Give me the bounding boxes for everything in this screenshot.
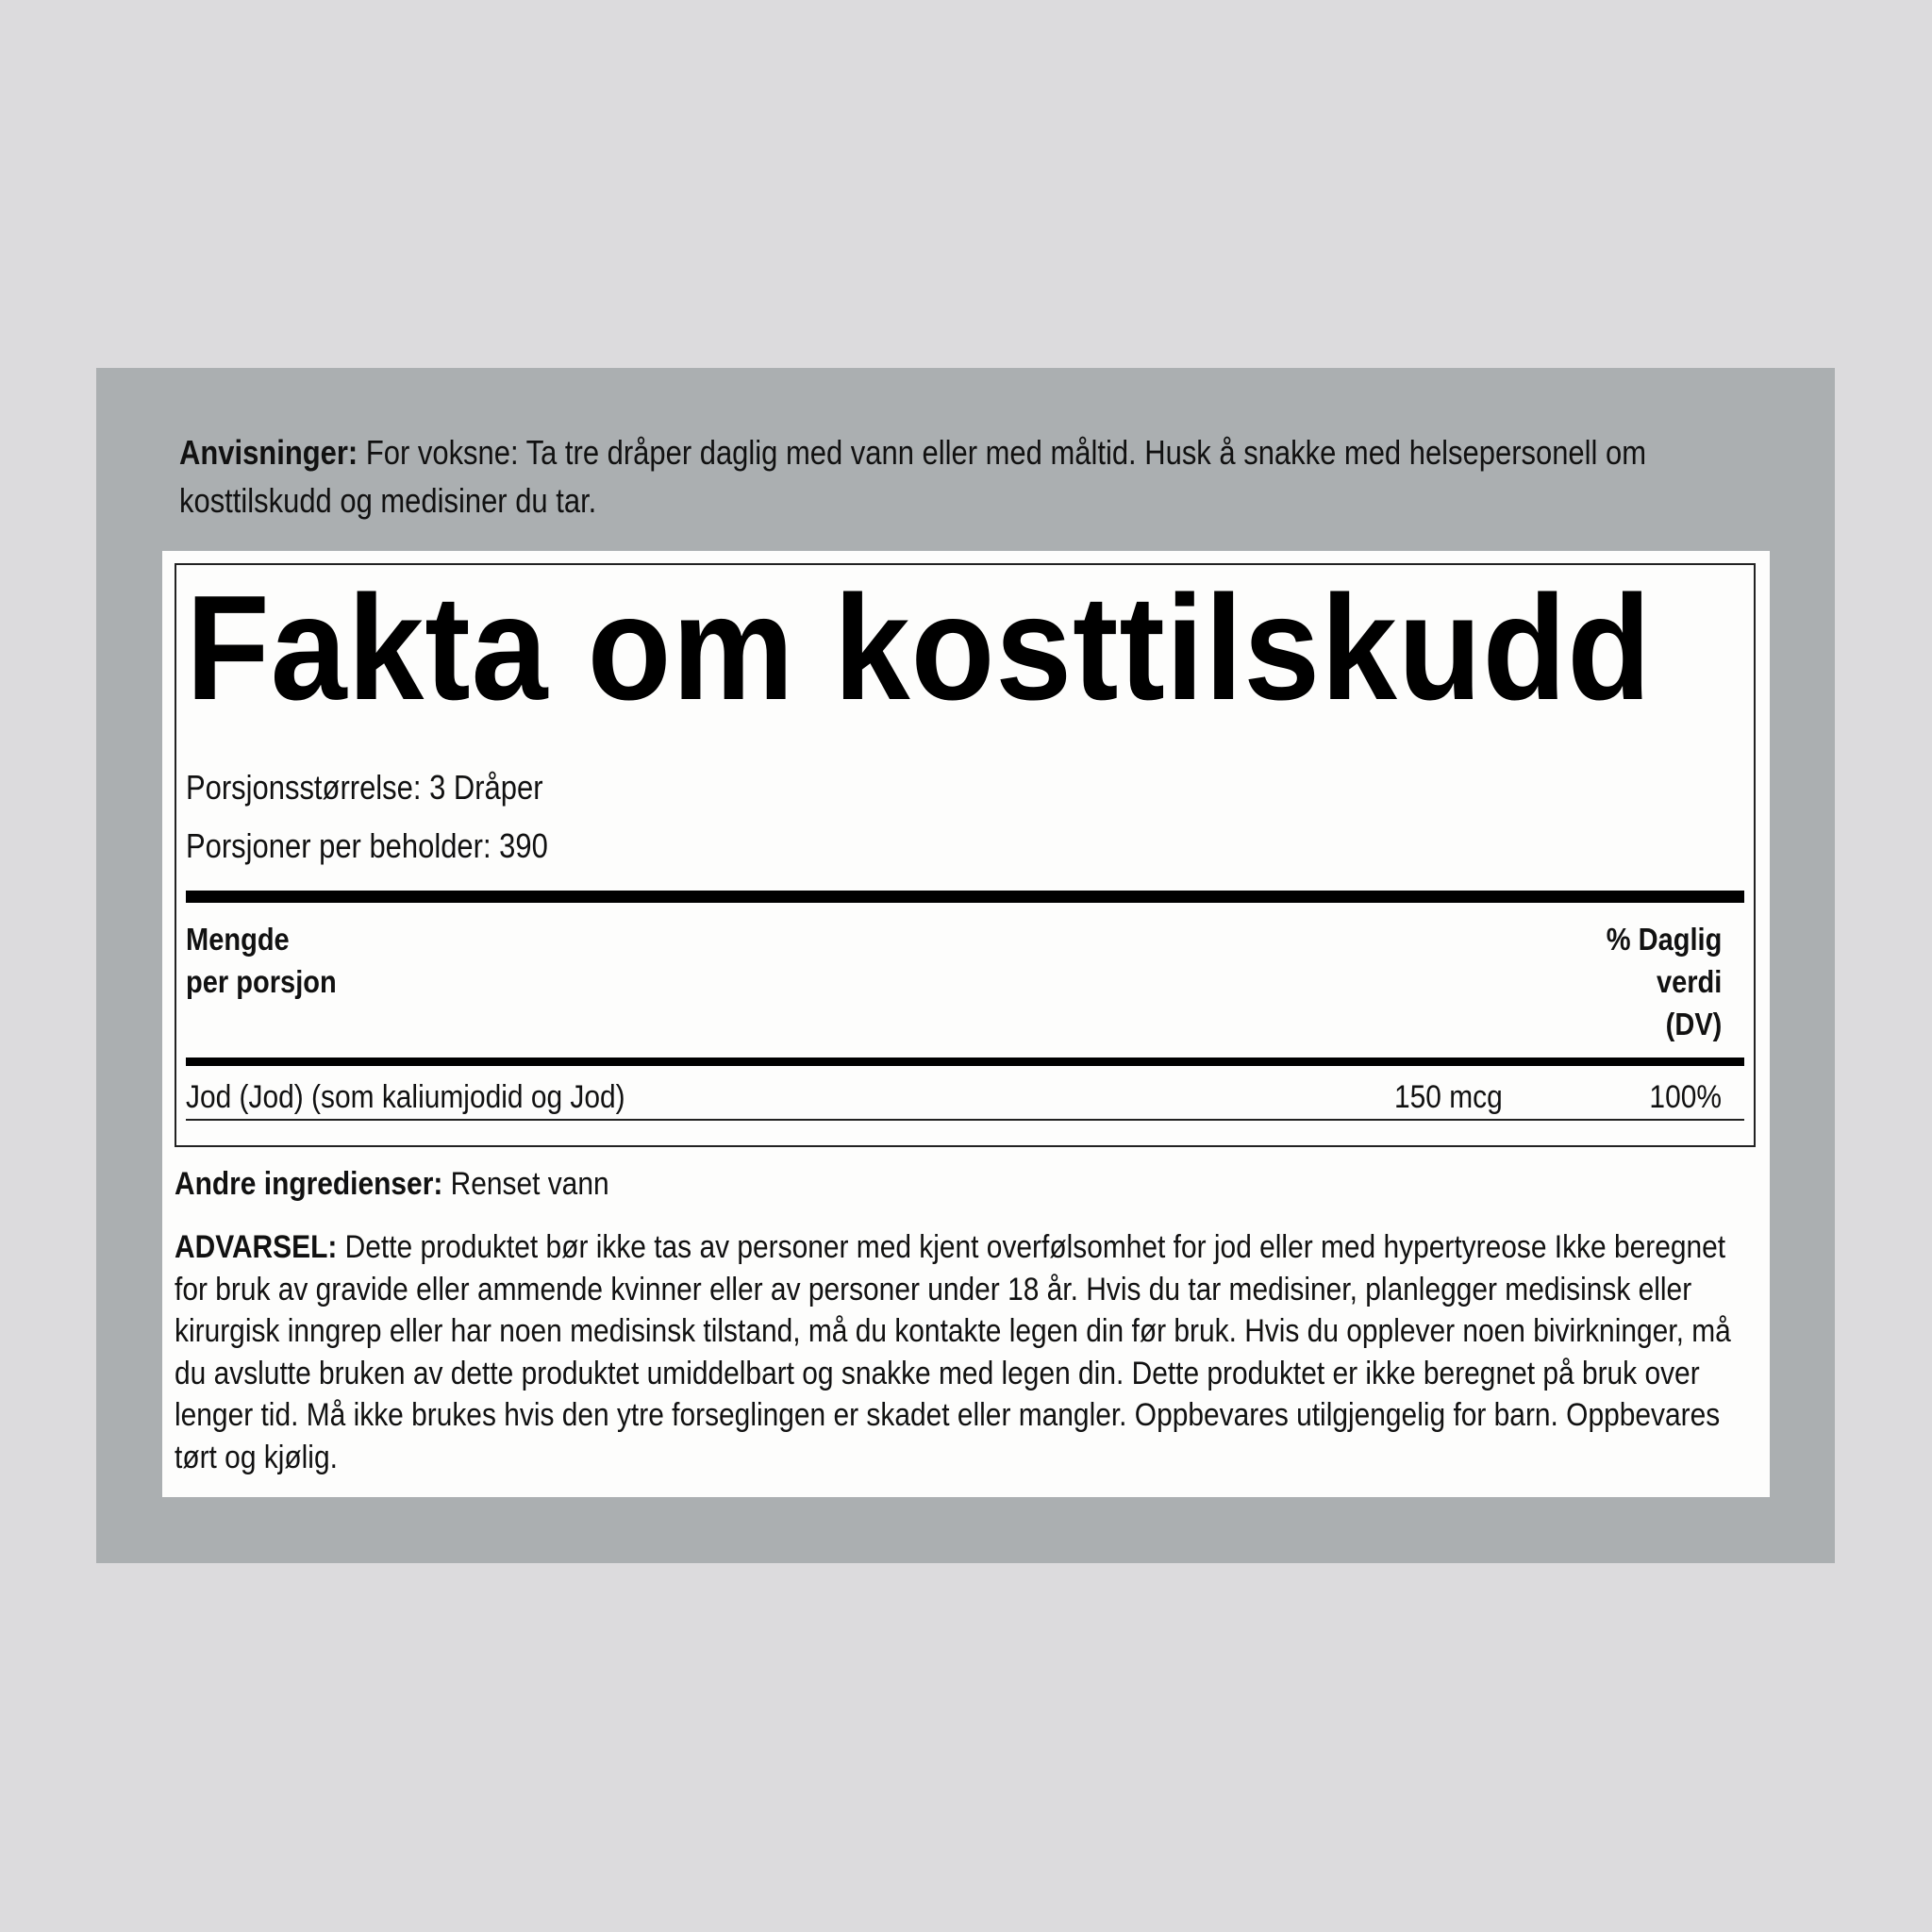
other-ingredients — [175, 1164, 609, 1204]
daily-value-header — [1606, 918, 1722, 1045]
amount-header-line2: per porsjon — [186, 964, 337, 999]
nutrient-dv: 100% — [1649, 1079, 1722, 1115]
nutrient-name: Jod (Jod) (som kaliumjodid og Jod) — [186, 1079, 625, 1115]
directions-label: Anvisninger: — [179, 433, 366, 472]
divider-medium — [186, 1058, 1744, 1066]
warning-body: Dette produktet bør ikke tas av personer med kjent overfølsomhet for jod eller med hypertyreose Ikke beregnet for bruk av gravide eller ammende kvinner eller av personer under 18 år. Hvis du tar medisiner, planlegger medisinsk eller kirurgisk inngrep eller har noen medisinsk tilstand, må du kontakte legen din før bruk. Hvis du opplever noen bivirkninger, må du avslutte bruken av dette produktet umiddelbart og snakke med legen din. Dette produktet er ikke beregnet på bruk over lenger tid. Må ikke brukes hvis den ytre forseglingen er skadet eller mangler. Oppbevares utilgjengelig for barn. Oppbevares tørt og kjølig. — [175, 1229, 1731, 1475]
dv-header-line1: % Daglig — [1606, 922, 1722, 957]
warning-label: ADVARSEL: — [175, 1229, 345, 1265]
amount-header-line1: Mengde — [186, 922, 290, 957]
supplement-facts-box — [175, 563, 1756, 1147]
directions-text — [179, 428, 1745, 525]
other-ingredients-text: Renset vann — [450, 1166, 609, 1202]
supplement-label-card — [162, 551, 1770, 1497]
directions-body: For voksne: Ta tre dråper daglig med vann eller med måltid. Husk å snakke med helsepersonell om kosttilskudd og medisiner du tar. — [179, 433, 1647, 520]
warning-text — [175, 1226, 1760, 1478]
nutrient-amount: 150 mcg — [1394, 1079, 1503, 1115]
divider-thick — [186, 891, 1744, 903]
label-panel — [96, 368, 1835, 1563]
divider-thin — [186, 1119, 1744, 1121]
dv-header-line2: verdi — [1656, 964, 1722, 999]
dv-header-line3: (DV) — [1665, 1007, 1722, 1041]
serving-size: Porsjonsstørrelse: 3 Dråper — [186, 768, 543, 807]
servings-per-container: Porsjoner per beholder: 390 — [186, 826, 548, 865]
facts-title: Fakta om kosttilskudd — [186, 565, 1652, 731]
amount-per-serving-header — [186, 918, 337, 1003]
other-ingredients-label: Andre ingredienser: — [175, 1166, 451, 1202]
